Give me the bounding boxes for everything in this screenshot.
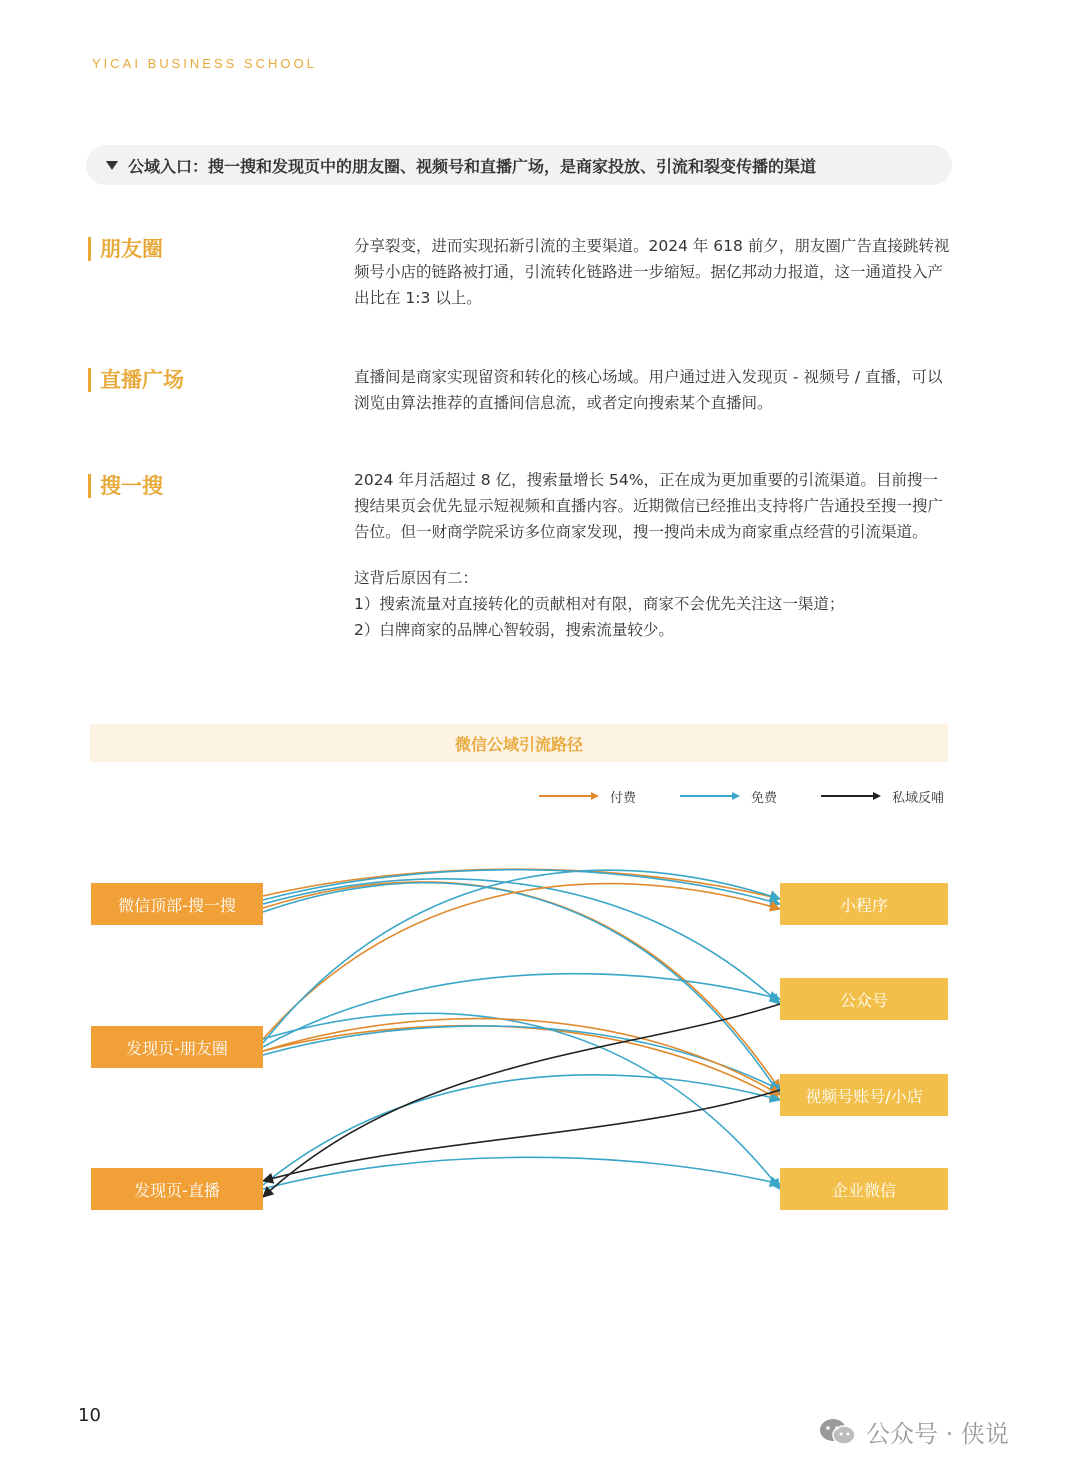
diagram-title: 微信公域引流路径 bbox=[90, 724, 948, 762]
target-node-official-account: 公众号 bbox=[780, 978, 948, 1020]
section-heading-live-plaza: 直播广场 bbox=[88, 368, 184, 392]
source-node-live: 发现页-直播 bbox=[91, 1168, 263, 1210]
flow-paid-arrow bbox=[263, 884, 780, 1039]
paragraph: 直播间是商家实现留资和转化的核心场域。用户通过进入发现页 - 视频号 / 直播，可以浏览由算法推荐的直播间信息流，或者定向搜索某个直播间。 bbox=[354, 368, 943, 412]
source-node-moments: 发现页-朋友圈 bbox=[91, 1026, 263, 1068]
flow-free-arrow bbox=[263, 870, 780, 1043]
watermark bbox=[818, 1414, 1009, 1449]
flow-paid-arrow bbox=[263, 1026, 780, 1100]
target-node-wecom: 企业微信 bbox=[780, 1168, 948, 1210]
paragraph: 1）搜索流量对直接转化的贡献相对有限，商家不会优先关注这一渠道； bbox=[354, 595, 845, 613]
flow-private-arrow bbox=[263, 1004, 780, 1197]
banner-text: 公域入口：搜一搜和发现页中的朋友圈、视频号和直播广场，是商家投放、引流和裂变传播的渠道 bbox=[128, 156, 817, 176]
target-node-mini-program: 小程序 bbox=[780, 883, 948, 925]
source-node-search: 微信顶部-搜一搜 bbox=[91, 883, 263, 925]
legend-label: 付费 bbox=[610, 790, 637, 806]
page-number: 10 bbox=[78, 1405, 101, 1426]
paragraph: 这背后原因有二： bbox=[354, 569, 479, 587]
paragraph: 2）白牌商家的品牌心智较弱，搜索流量较少。 bbox=[354, 621, 674, 639]
legend-label: 免费 bbox=[751, 790, 778, 806]
wechat-icon bbox=[818, 1417, 858, 1447]
section-heading-moments: 朋友圈 bbox=[88, 237, 163, 261]
flow-free-arrow bbox=[263, 879, 780, 1004]
watermark-text: 公众号 · 侠说 bbox=[866, 1420, 1009, 1448]
paragraph: 2024 年月活超过 8 亿，搜索量增长 54%，正在成为更加重要的引流渠道。目前搜一搜结果页会优先显示短视频和直播内容。近期微信已经推出支持将广告通投至搜一搜广告位。但一财商学院采访多位商家发现，搜一搜尚未成为商家重点经营的引流渠道。 bbox=[354, 471, 944, 541]
flow-free-arrow bbox=[263, 1157, 780, 1189]
flow-private-arrow bbox=[263, 1090, 780, 1181]
paragraph: 分享裂变，进而实现拓新引流的主要渠道。2024 年 618 前夕，朋友圈广告直接跳转视频号小店的链路被打通，引流转化链路进一步缩短。据亿邦动力报道，这一通道投入产出比在 1:3 以上。 bbox=[354, 237, 950, 307]
brand-header: YICAI BUSINESS SCHOOL bbox=[92, 56, 317, 71]
legend-label: 私域反哺 bbox=[892, 790, 945, 806]
target-node-channels-shop: 视频号账号/小店 bbox=[780, 1074, 948, 1116]
section-heading-search: 搜一搜 bbox=[88, 474, 163, 498]
flow-free-arrow bbox=[263, 883, 780, 1095]
